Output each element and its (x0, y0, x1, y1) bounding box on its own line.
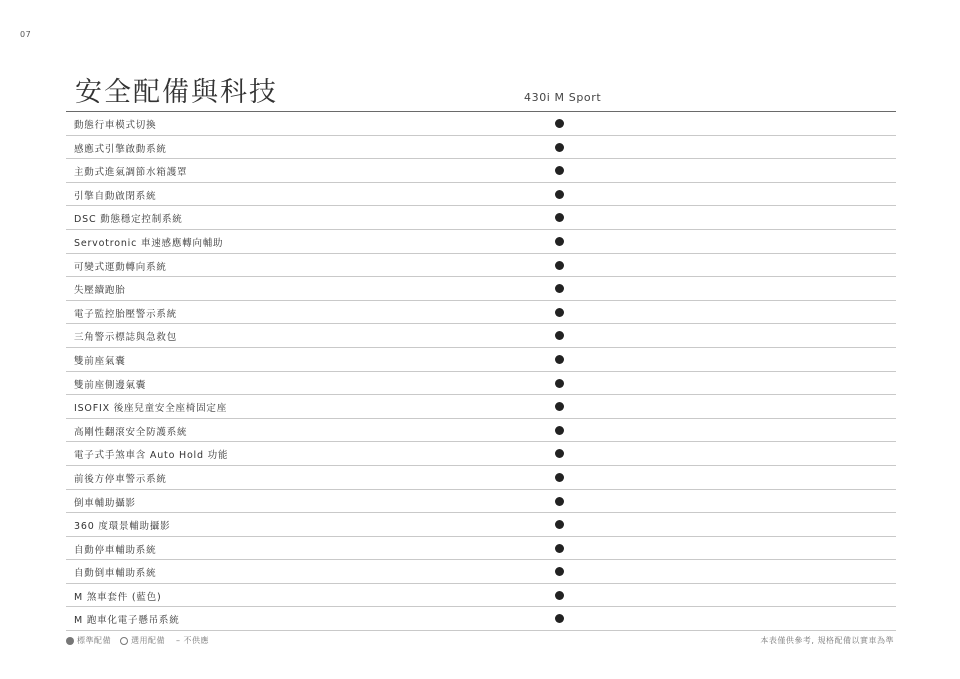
feature-label: 高剛性翻滾安全防護系統 (74, 426, 188, 438)
table-row (66, 230, 896, 254)
standard-dot-icon (555, 119, 564, 128)
table-row (66, 372, 896, 396)
feature-label: 引擎自動啟閉系統 (74, 190, 157, 202)
feature-label: Servotronic 車速感應轉向輔助 (74, 237, 224, 249)
table-row (66, 466, 896, 490)
spec-table (66, 112, 896, 631)
standard-dot-icon (555, 426, 564, 435)
feature-label: 可變式運動轉向系統 (74, 261, 167, 273)
standard-dot-icon (555, 402, 564, 411)
feature-label: DSC 動態穩定控制系統 (74, 214, 183, 226)
standard-dot-icon (555, 355, 564, 364)
feature-label: 電子監控胎壓警示系統 (74, 308, 178, 320)
standard-dot-icon (555, 166, 564, 175)
standard-dot-icon (555, 261, 564, 270)
feature-label: 自動倒車輔助系統 (74, 568, 157, 580)
feature-label: 三角警示標誌與急救包 (74, 332, 178, 344)
none-dash-icon: – (176, 636, 181, 645)
table-row (66, 607, 896, 631)
table-row (66, 254, 896, 278)
feature-label: 主動式進氣調節水箱護罩 (74, 167, 188, 179)
feature-label: M 煞車套件 (藍色) (74, 591, 162, 603)
model-column-header: 430i M Sport (524, 91, 602, 104)
feature-label: 前後方停車警示系統 (74, 473, 167, 485)
feature-label: ISOFIX 後座兒童安全座椅固定座 (74, 403, 228, 415)
feature-label: 失壓續跑胎 (74, 285, 126, 297)
table-row (66, 513, 896, 537)
standard-dot-icon (555, 331, 564, 340)
table-row (66, 560, 896, 584)
legend (66, 635, 209, 646)
standard-dot-icon (555, 379, 564, 388)
table-row (66, 395, 896, 419)
standard-dot-icon (555, 520, 564, 529)
legend-optional: 選用配備 (131, 636, 165, 645)
page-number: 07 (20, 30, 32, 39)
table-row (66, 324, 896, 348)
feature-label: 倒車輔助攝影 (74, 497, 136, 509)
standard-dot-icon (555, 591, 564, 600)
table-row (66, 112, 896, 136)
table-row (66, 136, 896, 160)
table-row (66, 537, 896, 561)
table-row (66, 348, 896, 372)
optional-circle-icon (120, 637, 128, 645)
feature-label: 動態行車模式切換 (74, 120, 157, 131)
feature-label: 雙前座氣囊 (74, 355, 126, 367)
table-row (66, 159, 896, 183)
legend-standard: 標準配備 (77, 636, 111, 645)
feature-label: 自動停車輔助系統 (74, 544, 157, 556)
table-row (66, 584, 896, 608)
table-row (66, 419, 896, 443)
standard-dot-icon (555, 544, 564, 553)
table-row (66, 277, 896, 301)
table-row (66, 301, 896, 325)
feature-label: 360 度環景輔助攝影 (74, 521, 171, 533)
feature-label: M 跑車化電子懸吊系統 (74, 615, 180, 627)
standard-dot-icon (555, 284, 564, 293)
standard-dot-icon (555, 473, 564, 482)
standard-dot-icon (555, 237, 564, 246)
table-row (66, 206, 896, 230)
standard-dot-icon (555, 614, 564, 623)
standard-dot-icon (555, 308, 564, 317)
table-row (66, 183, 896, 207)
standard-dot-icon (555, 190, 564, 199)
page-title: 安全配備與科技 (75, 77, 278, 108)
feature-label: 電子式手煞車含 Auto Hold 功能 (74, 450, 229, 462)
feature-label: 感應式引擎啟動系統 (74, 143, 167, 155)
standard-dot-icon (555, 497, 564, 506)
footnote: 本表僅供參考, 規格配備以實車為準 (760, 636, 894, 645)
standard-dot-icon (555, 213, 564, 222)
feature-label: 雙前座側邊氣囊 (74, 379, 147, 391)
legend-none: 不供應 (183, 636, 209, 645)
standard-dot-icon (555, 449, 564, 458)
standard-dot-icon (66, 637, 74, 645)
table-row (66, 490, 896, 514)
standard-dot-icon (555, 143, 564, 152)
standard-dot-icon (555, 567, 564, 576)
table-row (66, 442, 896, 466)
